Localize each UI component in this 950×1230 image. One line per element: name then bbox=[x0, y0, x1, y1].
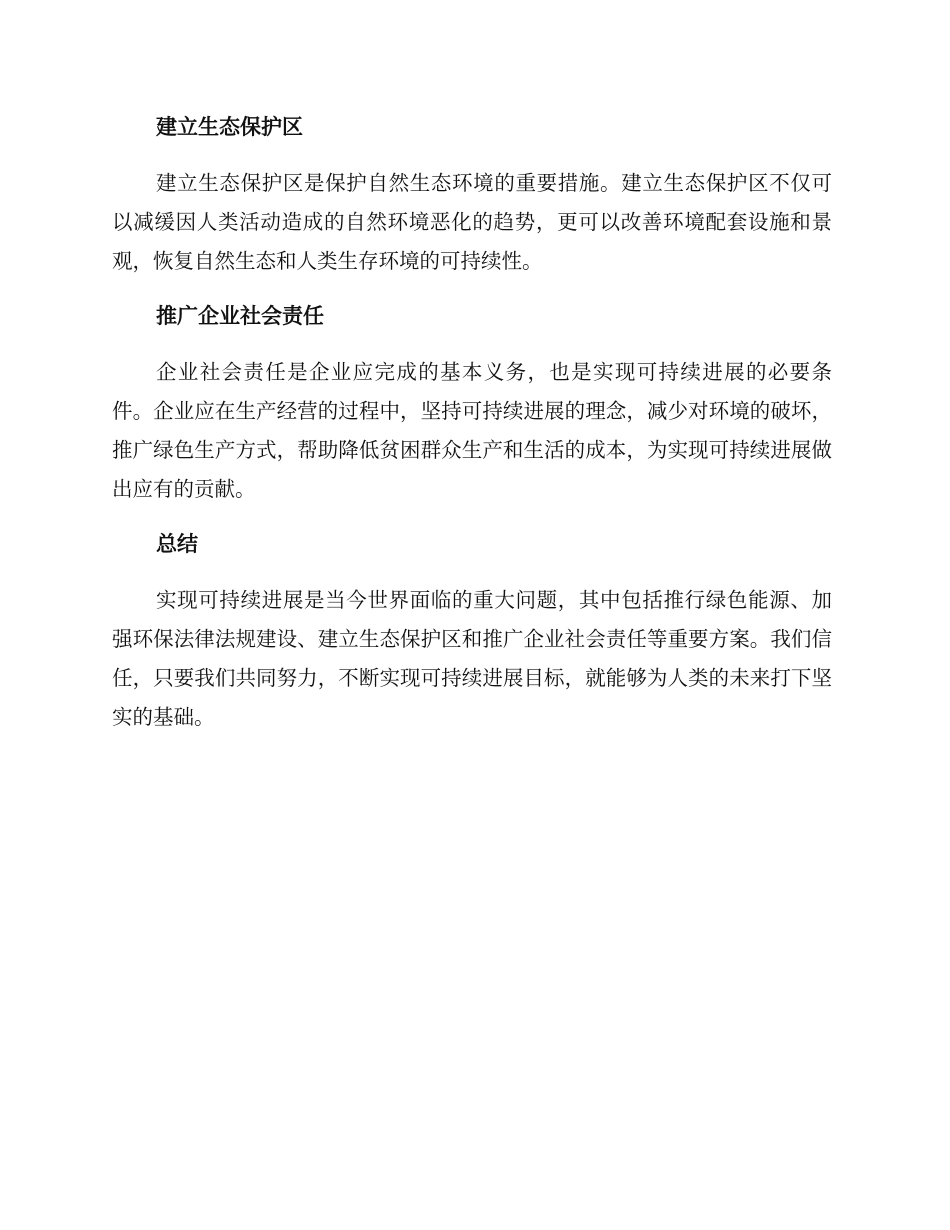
section-heading-csr: 推广企业社会责任 bbox=[156, 304, 324, 328]
section-paragraph-summary: 实现可持续进展是当今世界面临的重大问题，其中包括推行绿色能源、加强环保法律法规建设、建立生态保护区和推广企业社会责任等重要方案。我们信任，只要我们共同努力，不断实现可持续进展目标，就能够为人类的未来打下坚实的基础。 bbox=[112, 588, 832, 729]
document-page bbox=[112, 108, 832, 737]
section-paragraph-eco-reserve: 建立生态保护区是保护自然生态环境的重要措施。建立生态保护区不仅可以减缓因人类活动造成的自然环境恶化的趋势，更可以改善环境配套设施和景观，恢复自然生态和人类生存环境的可持续性。 bbox=[112, 171, 832, 273]
section-paragraph-csr: 企业社会责任是企业应完成的基本义务，也是实现可持续进展的必要条件。企业应在生产经营的过程中，坚持可持续进展的理念，减少对环境的破坏，推广绿色生产方式，帮助降低贫困群众生产和生活的成本，为实现可持续进展做出应有的贡献。 bbox=[112, 360, 832, 501]
section-heading-summary: 总结 bbox=[156, 532, 198, 556]
section-heading-eco-reserve: 建立生态保护区 bbox=[156, 115, 303, 139]
